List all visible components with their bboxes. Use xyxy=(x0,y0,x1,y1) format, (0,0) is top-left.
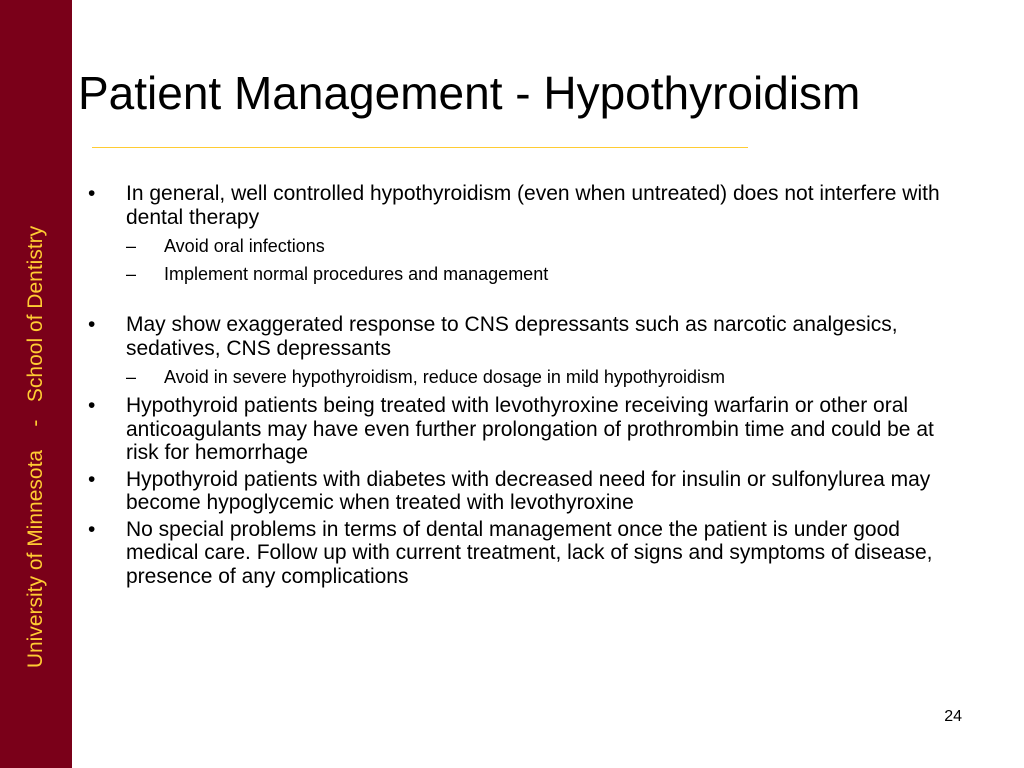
bullet-text: Hypothyroid patients being treated with levothyroxine receiving warfarin or other oral anticoagulants may have even further prolongation of prothrombin time and could be at risk for hemorrhage xyxy=(126,394,934,464)
bullet-text: No special problems in terms of dental management once the patient is under good medical care. Follow up with current treatment, lack of signs and symptoms of disease, presence of any complications xyxy=(126,517,933,588)
bullet-glyph: • xyxy=(88,313,96,336)
sub-bullet-item xyxy=(126,363,962,391)
slide-title: Patient Management - Hypothyroidism xyxy=(78,67,861,119)
sub-bullet-text: Avoid oral infections xyxy=(164,236,325,256)
bullet-item xyxy=(82,468,962,515)
bullet-text: May show exaggerated response to CNS depressants such as narcotic analgesics, sedatives, CNS depressants xyxy=(126,313,898,360)
title-underline xyxy=(92,147,748,148)
sidebar-institution-text: University of Minnesota - School of Dentistry xyxy=(24,225,47,669)
sidebar-band xyxy=(0,0,72,768)
sub-bullet-text: Avoid in severe hypothyroidism, reduce dosage in mild hypothyroidism xyxy=(164,367,725,387)
bullet-text: In general, well controlled hypothyroidism (even when untreated) does not interfere with dental therapy xyxy=(126,182,940,229)
bullet-glyph: • xyxy=(88,182,96,205)
sub-bullet-glyph: – xyxy=(126,367,137,387)
bullet-item xyxy=(82,518,962,589)
sub-bullet-glyph: – xyxy=(126,236,137,256)
sub-bullet-list xyxy=(126,232,962,288)
sub-bullet-list xyxy=(126,363,962,391)
page-number: 24 xyxy=(944,708,962,725)
sub-bullet-item xyxy=(126,232,962,260)
bullet-glyph: • xyxy=(88,467,96,491)
sub-bullet-item xyxy=(126,260,962,288)
bullet-text: Hypothyroid patients with diabetes with decreased need for insulin or sulfonylurea may become hypoglycemic when treated with levothyroxine xyxy=(126,467,931,514)
bullet-list xyxy=(82,182,962,591)
bullet-item xyxy=(82,394,962,465)
sub-bullet-glyph: – xyxy=(126,264,137,284)
bullet-item xyxy=(82,313,962,391)
bullet-glyph: • xyxy=(88,517,96,541)
sub-bullet-text: Implement normal procedures and management xyxy=(164,264,549,284)
bullet-item xyxy=(82,182,962,288)
bullet-glyph: • xyxy=(88,394,96,417)
